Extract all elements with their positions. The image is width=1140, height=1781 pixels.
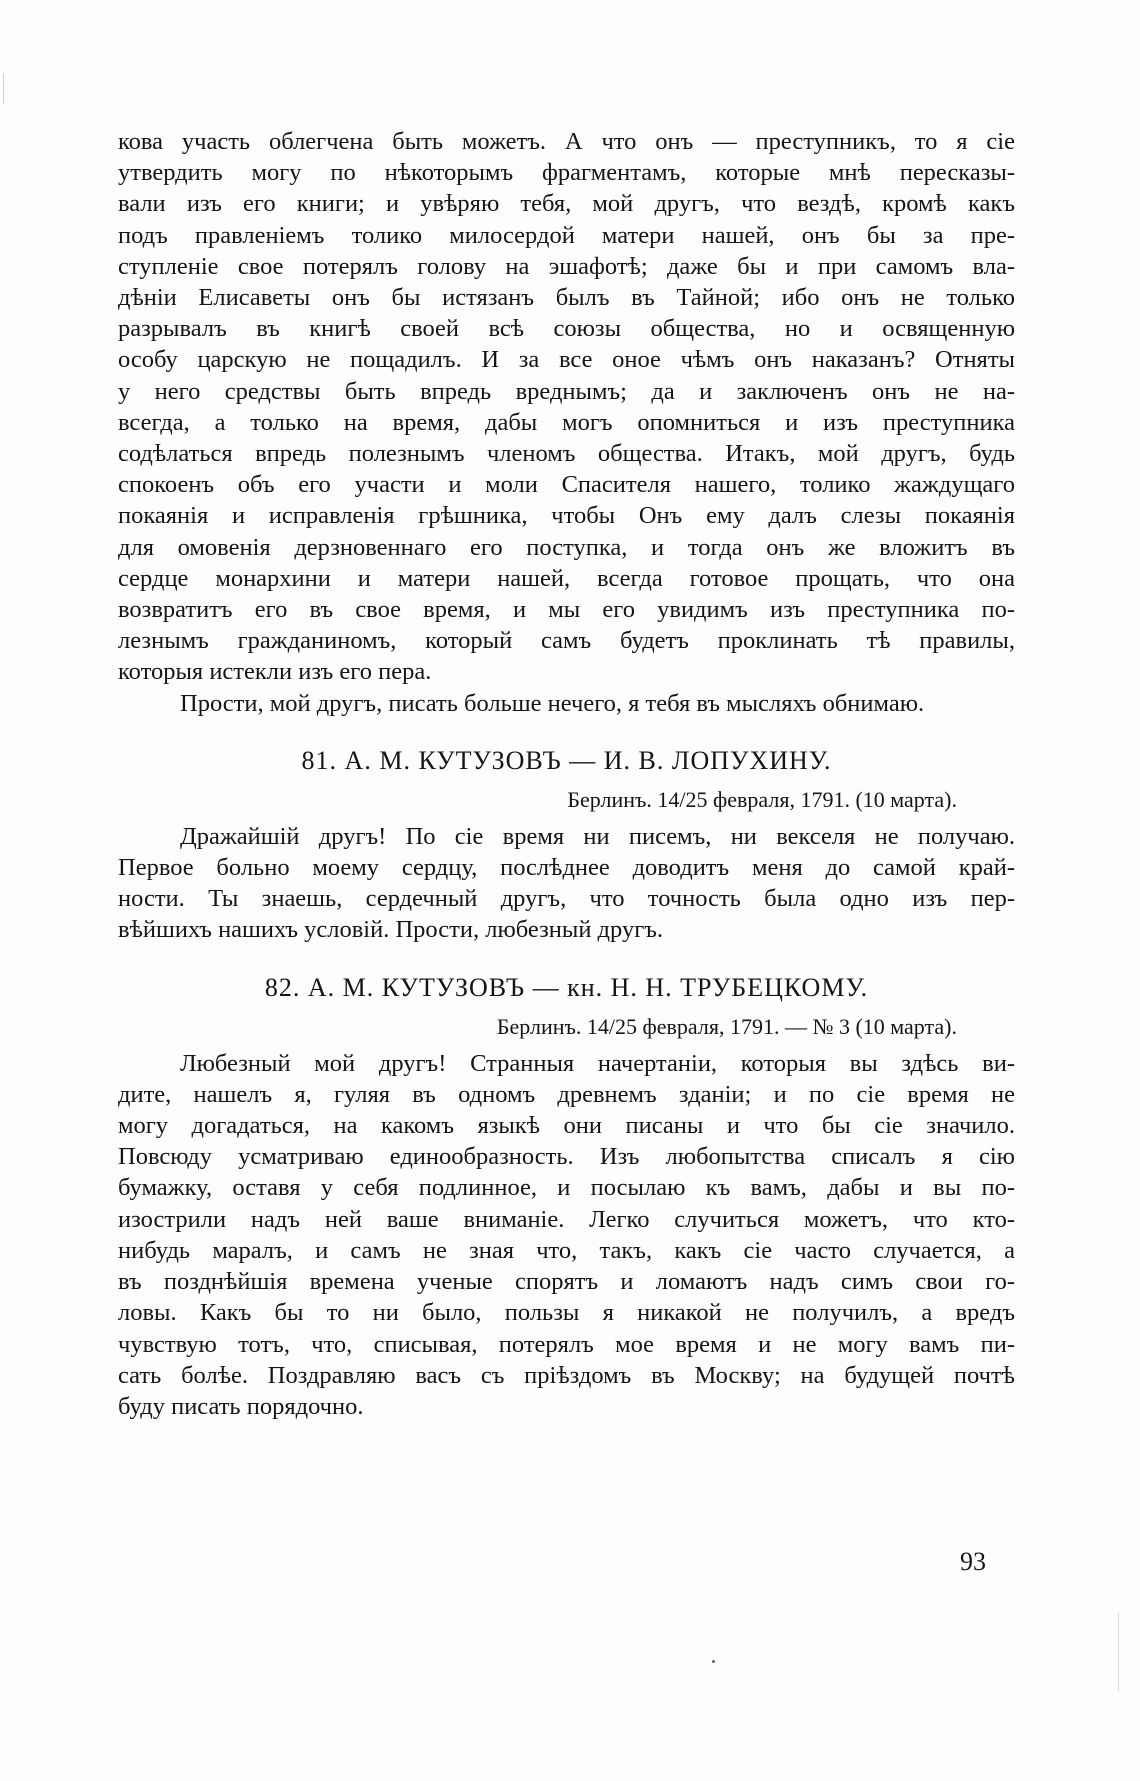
text-line: для омовенiя дерзновеннаго его поступка, и тогда онъ же вложитъ въ xyxy=(118,533,1015,561)
text-line: вали изъ его книги; и увѣряю тебя, мой другъ, что вездѣ, кромѣ какъ xyxy=(118,190,1015,218)
text-line: буду писать порядочно. xyxy=(118,1392,364,1420)
text-line: дите, нашелъ я, гуляя въ одномъ древнемъ зданiи; и по сiе время не xyxy=(118,1080,1015,1108)
letter-82 xyxy=(118,972,1015,1422)
text-line: изострили надъ ней ваше вниманiе. Легко случиться можетъ, что кто- xyxy=(118,1205,1015,1233)
letter-dateline: Берлинъ. 14/25 февраля, 1791. — № 3 (10 марта). xyxy=(496,1013,957,1039)
letter-81 xyxy=(118,745,1015,946)
text-line: спокоенъ объ его участи и моли Спасителя нашего, толико жаждущаго xyxy=(118,471,1015,499)
scan-edge-mark xyxy=(3,74,4,104)
text-line: которыя истекли изъ его пера. xyxy=(118,658,432,686)
scan-edge-mark xyxy=(1118,1612,1119,1692)
text-line: у него средствы быть впредь вреднымъ; да и заключенъ онъ не на- xyxy=(118,377,1015,405)
text-line: могу догадаться, на какомъ языкѣ они писаны и что бы сiе значило. xyxy=(118,1112,1015,1140)
previous-letter-continuation xyxy=(118,126,1015,719)
text-line: чувствую тотъ, что, списывая, потерялъ мое время и не могу вамъ пи- xyxy=(118,1330,1015,1358)
text-line: кова участь облегчена быть можетъ. А что онъ — преступникъ, то я сiе xyxy=(118,128,1015,155)
text-line: сердце монархини и матери нашей, всегда готовое прощать, что она xyxy=(118,564,1015,592)
text-line: всегда, а только на время, дабы могъ опомниться и изъ преступника xyxy=(118,408,1015,436)
text-line: Дражайшiй другъ! По сiе время ни писемъ, ни векселя не получаю. xyxy=(180,822,1015,850)
text-line: ловы. Какъ бы то ни было, пользы я никакой не получилъ, а вредъ xyxy=(118,1299,1015,1327)
text-line: лезнымъ гражданиномъ, который самъ будетъ проклинать тѣ правилы, xyxy=(118,627,1015,655)
text-line: покаянiя и исправленiя грѣшника, чтобы Онъ ему далъ слезы покаянiя xyxy=(118,502,1015,530)
text-line: бумажку, оставя у себя подлинное, и посылаю къ вамъ, дабы и вы по- xyxy=(118,1174,1015,1202)
letter-heading: 81. А. М. КУТУЗОВЪ — И. В. ЛОПУХИНУ. xyxy=(301,745,832,775)
letter-dateline: Берлинъ. 14/25 февраля, 1791. (10 марта). xyxy=(567,786,957,812)
text-line: содѣлаться впредь полезнымъ членомъ общества. Итакъ, мой другъ, будь xyxy=(118,440,1015,468)
text-line: Первое больно моему сердцу, послѣднее доводитъ меня до самой край- xyxy=(118,854,1015,882)
page-number: 93 xyxy=(960,1547,986,1576)
print-speck xyxy=(712,1660,715,1663)
text-column xyxy=(118,126,1015,1422)
text-line: особу царскую не пощадилъ. И за все оное чѣмъ онъ наказанъ? Отняты xyxy=(118,346,1015,374)
text-line: возвратитъ его въ свое время, и мы его увидимъ изъ преступника по- xyxy=(118,596,1015,624)
text-line: подъ правленiемъ толико милосердой матери нашей, онъ бы за пре- xyxy=(118,221,1015,249)
text-line: въ позднѣйшiя времена ученые спорятъ и ломаютъ надъ симъ свои го- xyxy=(118,1268,1015,1296)
text-line: сать болѣе. Поздравляю васъ съ прiѣздомъ въ Москву; на будущей почтѣ xyxy=(118,1361,1015,1389)
text-line: утвердить могу по нѣкоторымъ фрагментамъ, которые мнѣ пересказы- xyxy=(118,159,1015,187)
text-line: разрывалъ въ книгѣ своей всѣ союзы общества, но и освященную xyxy=(118,315,1015,343)
text-line: вѣйшихъ нашихъ условiй. Прости, любезный другъ. xyxy=(118,916,664,944)
text-line: Повсюду усматриваю единообразность. Изъ любопытства списалъ я сiю xyxy=(118,1143,1015,1171)
text-line: ступленiе свое потерялъ голову на эшафотѣ; даже бы и при самомъ вла- xyxy=(118,252,1015,280)
closing-line: Прости, мой другъ, писать больше нечего, я тебя въ мысляхъ обнимаю. xyxy=(180,689,925,717)
text-line: нибудь маралъ, и самъ не зная что, такъ, какъ сiе часто случается, а xyxy=(118,1236,1015,1264)
text-line: ности. Ты знаешь, сердечный другъ, что точность была одно изъ пер- xyxy=(118,885,1015,913)
letter-heading: 82. А. М. КУТУЗОВЪ — кн. Н. Н. ТРУБЕЦКОМУ. xyxy=(264,972,869,1002)
text-line: дѣнiи Елисаветы онъ бы истязанъ былъ въ Тайной; ибо онъ не только xyxy=(118,284,1015,312)
text-line: Любезный мой другъ! Странныя начертанiи, которыя вы здѣсь ви- xyxy=(180,1049,1015,1077)
